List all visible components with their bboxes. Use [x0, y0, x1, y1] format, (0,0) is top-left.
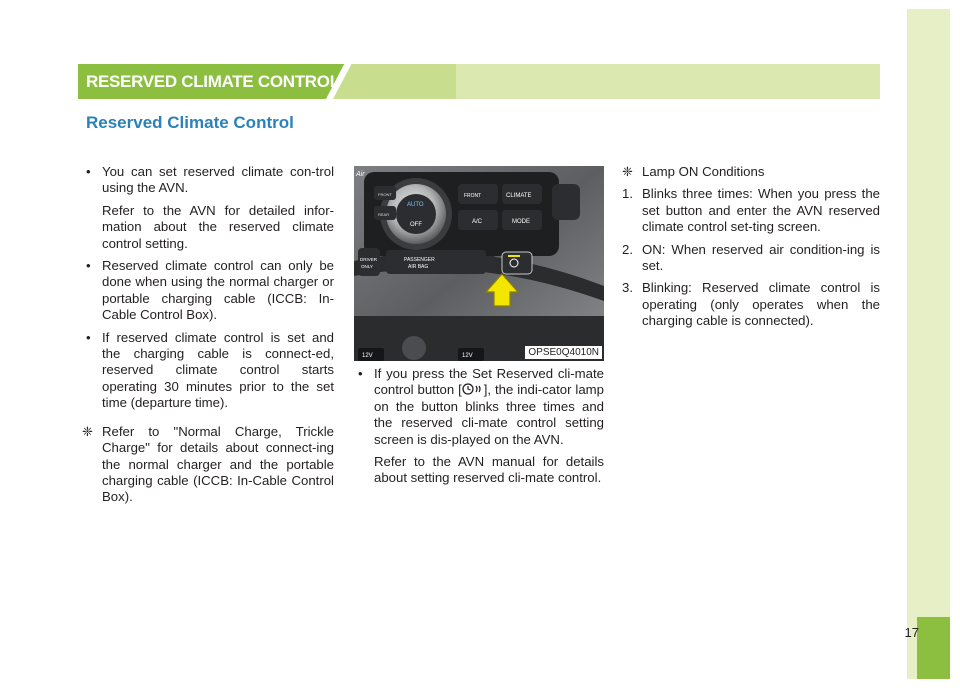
only-label: ONLY	[361, 264, 373, 269]
bullet: •	[86, 329, 91, 345]
note-text: Refer to "Normal Charge, Trickle Charge" for details about connect-ing the normal charger and the portable charging cable (ICCB: In-Cable Control Box).	[102, 423, 334, 505]
defrost-front-label: FRONT	[464, 193, 482, 199]
list-item	[82, 164, 334, 197]
auto-label: AUTO	[407, 202, 424, 208]
header-divider-accent	[333, 64, 456, 99]
numbered-item	[622, 186, 880, 235]
12v-label-left: 12V	[362, 353, 373, 359]
bullet: •	[86, 164, 91, 179]
climate-panel-illustration	[354, 166, 604, 361]
chapter-title: RESERVED CLIMATE CONTROL	[86, 72, 340, 91]
column-left	[82, 164, 334, 506]
list-item	[82, 258, 334, 324]
climate-button-label: CLIMATE	[506, 193, 532, 199]
numbered-item	[622, 280, 880, 329]
item-text-before-icon: If you press the Set Reserved cli-mate control button [	[374, 366, 604, 398]
airbag-label: AIR BAG	[408, 264, 429, 270]
item-text: You can set reserved climate con-trol using the AVN.	[102, 164, 334, 196]
bullet: •	[358, 366, 363, 381]
column-middle	[354, 366, 604, 493]
item-text-after-icon: ], the indi-cator lamp on the button blinks three times and the reserved cli-mate control setting screen is dis-played on the AVN.	[374, 382, 604, 447]
driver-label: DRIVER	[360, 257, 378, 262]
rear-label: REAR	[378, 212, 390, 217]
item-text: Blinking: Reserved climate control is operating (only operates when the charging cable is connected).	[642, 280, 880, 329]
bullet: •	[86, 258, 91, 274]
item-number: 2.	[622, 241, 633, 257]
item-number: 3.	[622, 280, 633, 296]
item-subtext: Refer to the AVN for detailed infor-mation about the reserved climate control setting.	[102, 202, 334, 251]
note	[82, 424, 334, 506]
off-label: OFF	[410, 222, 422, 228]
note	[622, 164, 880, 180]
column-right	[622, 164, 880, 336]
numbered-item	[622, 242, 880, 275]
list-item	[354, 366, 604, 448]
mode-button-label: MODE	[512, 219, 530, 225]
item-number: 1.	[622, 186, 633, 202]
note-heading: Lamp ON Conditions	[642, 164, 765, 179]
page-number: 17	[904, 625, 919, 640]
climate-panel-photo	[354, 166, 604, 361]
item-text: ON: When reserved air condition-ing is set.	[642, 241, 880, 274]
item-text: If reserved climate control is set and the charging cable is connect-ed, reserved climate control starts operating 30 minutes prior to the set time (departure time).	[102, 329, 334, 411]
item-text: Blinks three times: When you press the set button and enter the AVN reserved climate control set-ting screen.	[642, 186, 880, 235]
side-margin-strip	[907, 9, 950, 679]
12v-label-right: 12V	[462, 353, 473, 359]
figure-code: OPSE0Q4010N	[525, 346, 602, 359]
section-title: Reserved Climate Control	[86, 113, 294, 132]
list-item	[82, 330, 334, 412]
item-subtext: Refer to the AVN manual for details about setting reserved cli-mate control.	[374, 454, 604, 486]
ac-button-label: A/C	[472, 219, 483, 225]
front-label: FRONT	[378, 192, 392, 197]
air-label: Air	[356, 171, 365, 178]
item-text: Reserved climate control can only be done when using the normal charger or portable charging cable (ICCB: In-Cable Control Box).	[102, 258, 334, 323]
page-tab	[917, 617, 950, 679]
reserved-climate-icon	[462, 383, 484, 395]
passenger-label: PASSENGER	[404, 257, 435, 263]
note-mark: ❈	[622, 164, 634, 179]
note-mark: ❈	[82, 423, 94, 439]
